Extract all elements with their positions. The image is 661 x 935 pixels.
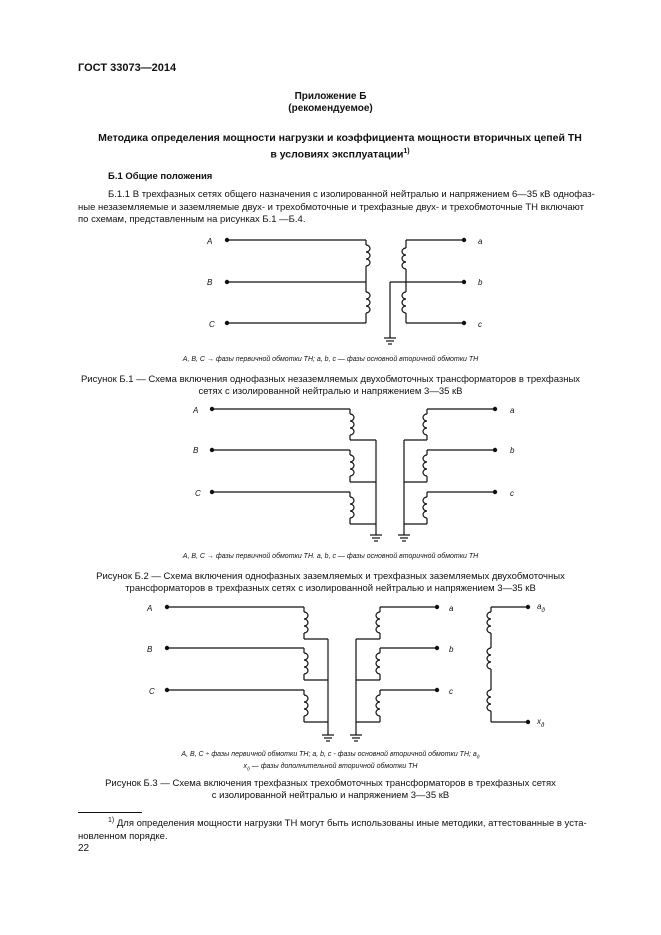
fig3-caption bbox=[0, 778, 661, 802]
paragraph-line3: по схемам, представленным на рисунках Б.1 —Б.4. bbox=[78, 214, 306, 225]
fig2-label-c: c bbox=[510, 489, 514, 498]
footnote-line1: $^{1)}$ Для определения мощности нагрузки ТН могут быть использованы иные методики, аттестованные в уста- bbox=[108, 817, 587, 830]
fig3-label-xd: $x_д$ bbox=[537, 717, 545, 729]
fig2-caption bbox=[0, 571, 661, 595]
fig1-label-c: c bbox=[478, 320, 482, 329]
fig3-label-A: A bbox=[147, 604, 153, 613]
footnote-line2: новленном порядке. bbox=[78, 830, 168, 842]
fig3-label-B: B bbox=[147, 645, 153, 654]
figure-b1-diagram bbox=[206, 237, 483, 344]
figure-b2-diagram bbox=[192, 406, 515, 541]
fig3-label-ad: $a_д$ bbox=[537, 602, 545, 614]
fig2-label-C: C bbox=[195, 489, 201, 498]
fig1-label-b: b bbox=[478, 278, 483, 287]
fig1-legend: A, B, C → фазы первичной обмотки ТН; a, b, c — фазы основной вторичной обмотки ТН bbox=[182, 356, 479, 363]
figure-b3-diagram bbox=[146, 602, 545, 741]
footnote bbox=[78, 815, 618, 843]
main-title-line2: в условиях эксплуатации$^{1)}$ bbox=[270, 148, 410, 161]
fig2-caption-line2: трансформаторов в трехфазных сетях с изолированной нейтралью и напряжением 3—35 кВ bbox=[125, 583, 536, 594]
footnote-ref: 1) bbox=[403, 148, 410, 155]
fig3-label-b: b bbox=[449, 645, 454, 654]
fig2-legend: A, B, C → фазы первичной обмотки ТН. a, b, c — фазы основной вторичной обмотки ТН bbox=[182, 553, 479, 560]
fig1-label-C: C bbox=[209, 320, 215, 329]
fig3-caption-line1: Рисунок Б.3 — Схема включения трехфазных трехобмоточных трансформаторов в трехфазных сетях bbox=[105, 778, 556, 789]
paragraph-line1: Б.1.1 В трехфазных сетях общего назначения с изолированной нейтралью и напряжением 6—35 кВ однофаз- bbox=[108, 189, 595, 200]
footnote-divider bbox=[78, 812, 142, 813]
fig1-label-a: a bbox=[478, 237, 483, 246]
page-number: 22 bbox=[78, 843, 90, 854]
section-title: Б.1 Общие положения bbox=[108, 171, 213, 182]
fig1-label-B: B bbox=[207, 278, 213, 287]
fig3-legend-line2: $x_д$ — фазы дополнительной вторичной обмотки ТН bbox=[243, 763, 418, 773]
fig3-label-c: c bbox=[449, 687, 453, 696]
fig2-caption-line1: Рисунок Б.2 — Схема включения однофазных заземляемых и трехфазных заземляемых двухобмоточных bbox=[96, 571, 565, 582]
fig2-label-a: a bbox=[510, 406, 515, 415]
fig2-label-b: b bbox=[510, 446, 515, 455]
fig1-caption bbox=[0, 374, 661, 398]
fig1-label-A: A bbox=[207, 237, 213, 246]
fig1-caption-line2: сетях с изолированной нейтралью и напряжением 3—35 кВ bbox=[198, 386, 463, 397]
fig3-label-C: C bbox=[149, 687, 155, 696]
standard-code: ГОСТ 33073—2014 bbox=[78, 62, 177, 74]
appendix-title: Приложение Б bbox=[294, 91, 367, 102]
main-title-line1: Методика определения мощности нагрузки и коэффициента мощности вторичных цепей ТН bbox=[98, 132, 582, 144]
fig3-legend-line1: A, B, C ÷ фазы первичной обмотки ТН; a, b, c - фазы основной вторичной обмотки ТН; $a_д$ bbox=[181, 751, 480, 761]
fig2-label-A: A bbox=[193, 406, 199, 415]
fig3-label-a: a bbox=[449, 604, 454, 613]
appendix-note: (рекомендуемое) bbox=[288, 103, 373, 114]
fig3-caption-line2: с изолированной нейтралью и напряжением 3—35 кВ bbox=[211, 790, 450, 801]
paragraph-line2: ные незаземляемые и заземляемые двух- и трехобмоточные и трехфазные двух- и трехобмоточные ТН включают bbox=[78, 201, 584, 213]
fig2-label-B: B bbox=[193, 446, 199, 455]
fig1-caption-line1: Рисунок Б.1 — Схема включения однофазных незаземляемых двухобмоточных трансформаторов в трехфазных bbox=[80, 374, 581, 385]
